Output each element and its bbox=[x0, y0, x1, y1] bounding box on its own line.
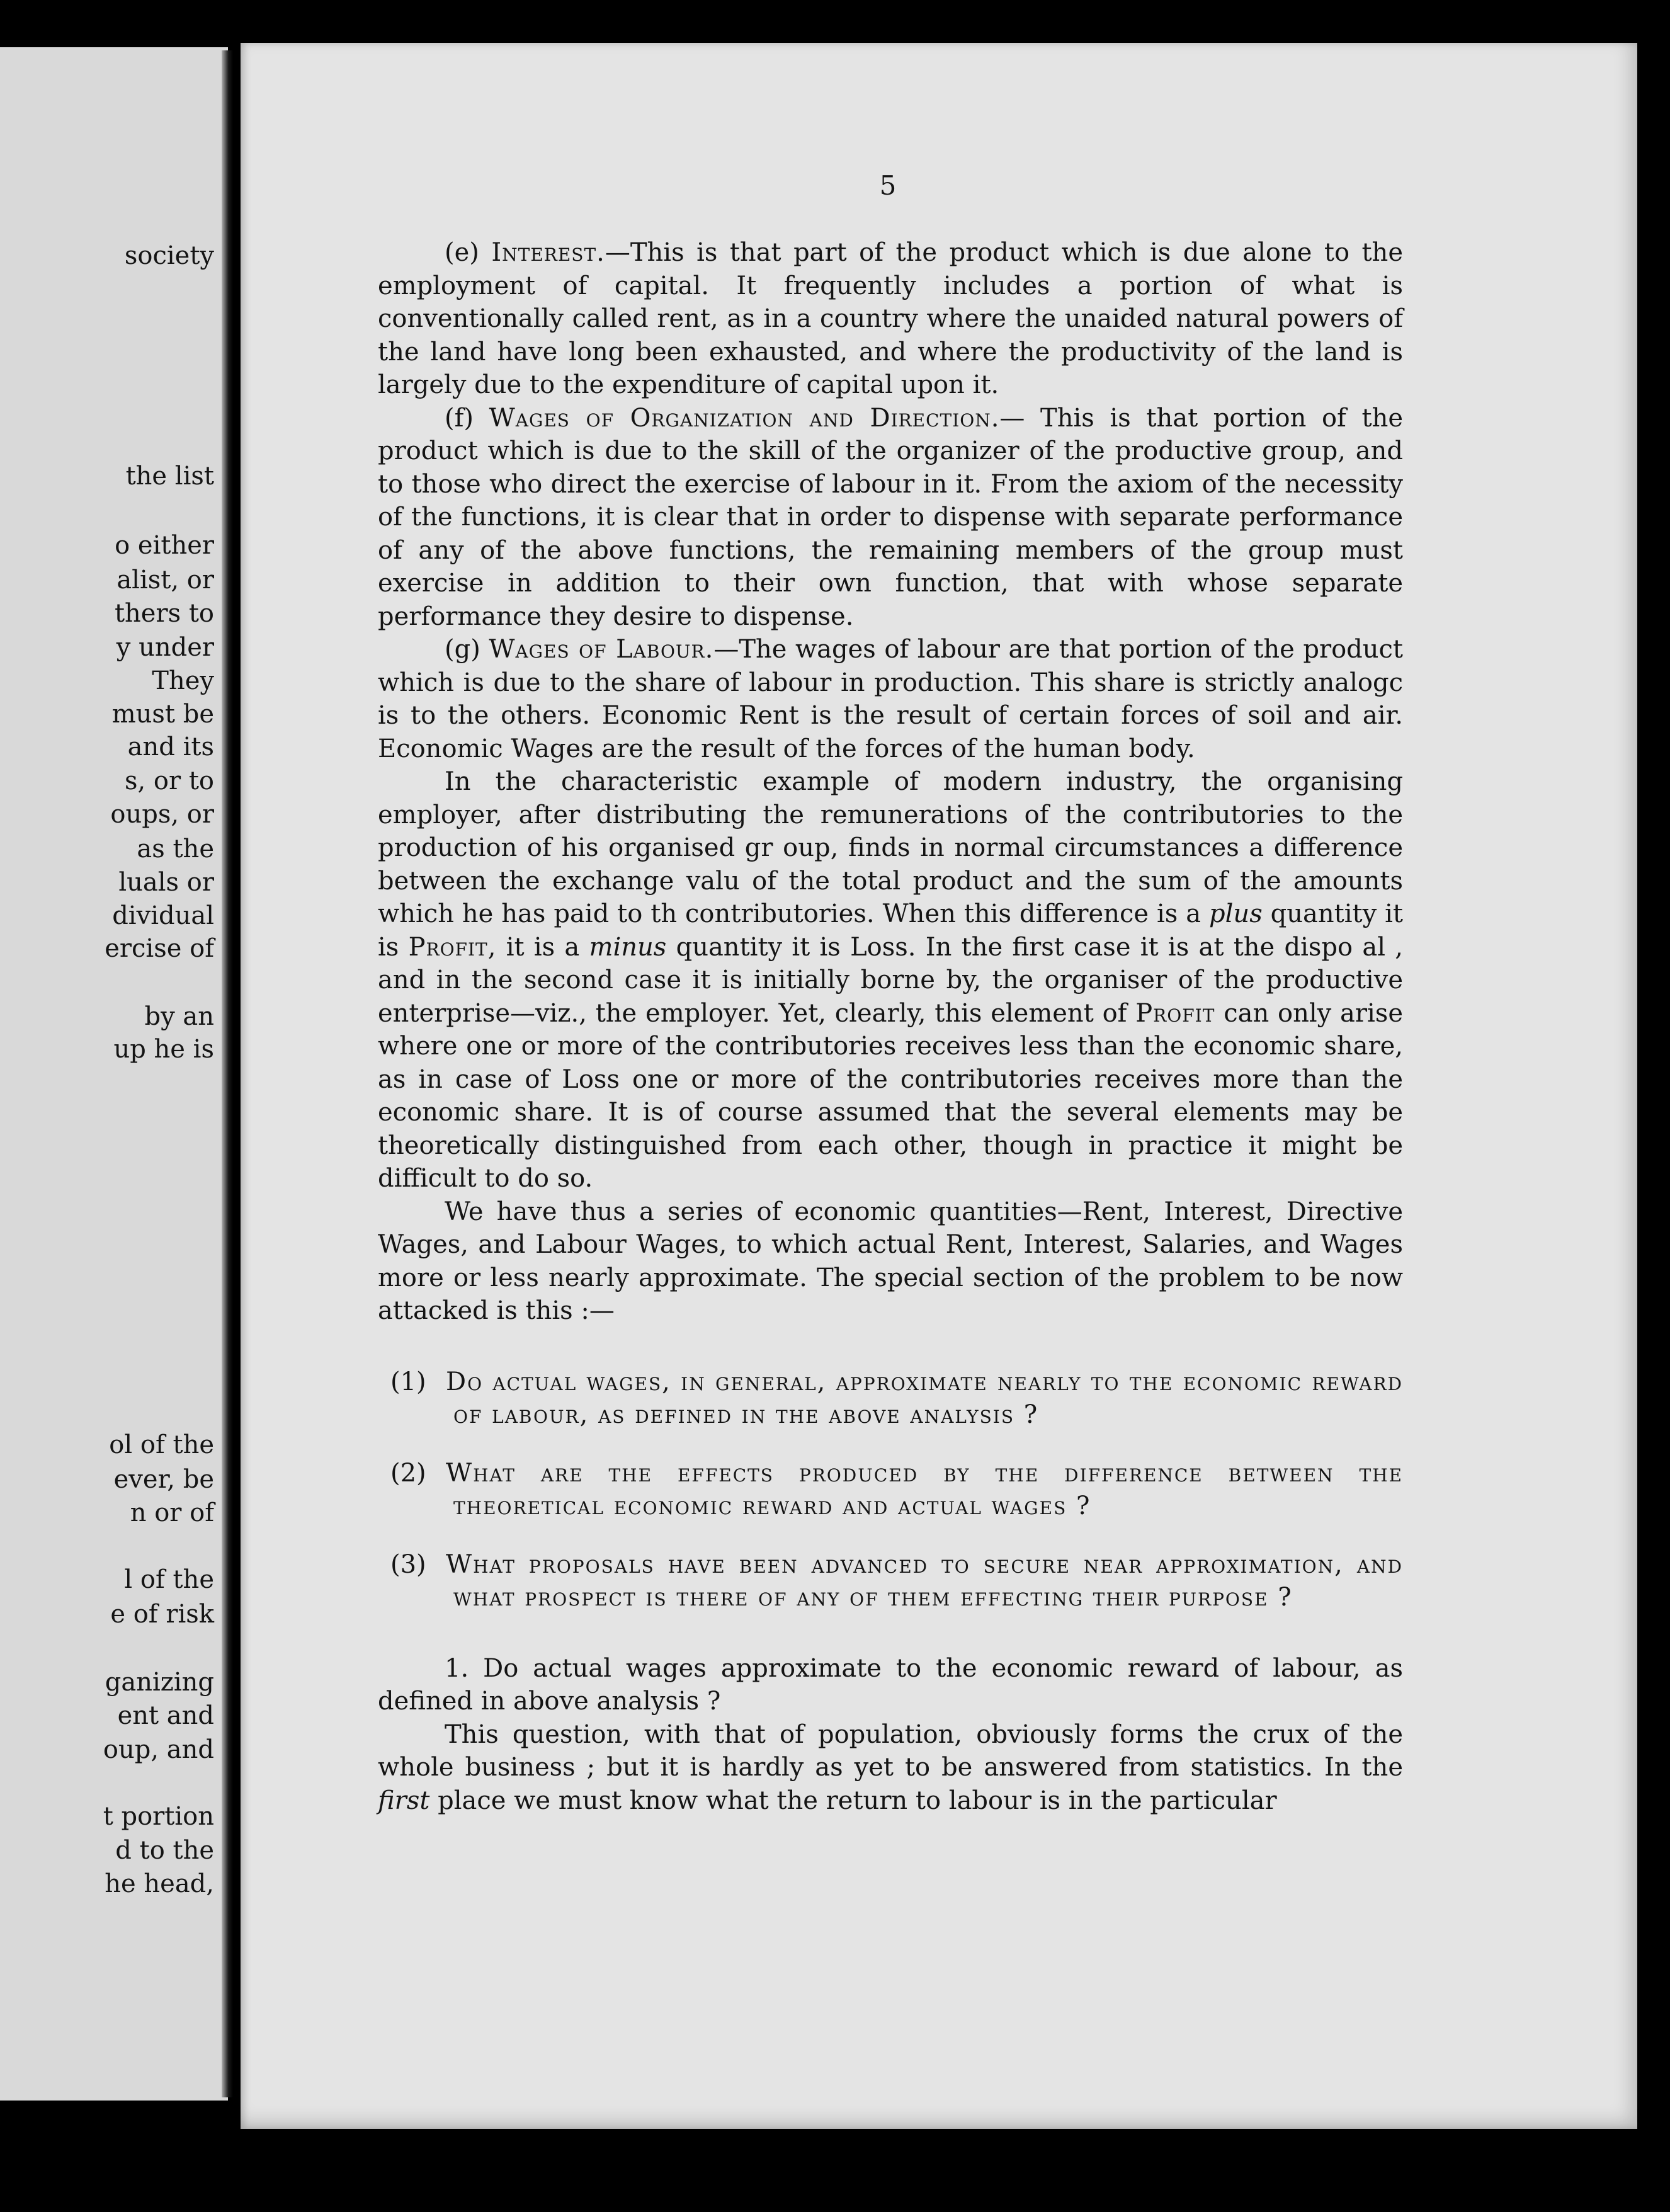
paragraph-wages-of-organization bbox=[378, 402, 1403, 634]
first-italic: first bbox=[378, 1786, 430, 1815]
previous-page-fragment: thers to bbox=[114, 599, 214, 628]
previous-page-fragment: he head, bbox=[105, 1869, 214, 1898]
question-2-text: What are the effects produced by the difference between the theoretical economic reward and actual wages ? bbox=[446, 1458, 1403, 1520]
item-marker-e: (e) bbox=[445, 238, 492, 267]
question-3 bbox=[378, 1548, 1403, 1614]
page-number: 5 bbox=[879, 170, 897, 201]
question-2 bbox=[378, 1457, 1403, 1523]
minus-italic: minus bbox=[589, 932, 667, 962]
previous-page-fragment: oup, and bbox=[103, 1735, 214, 1764]
answer-1-heading: 1. Do actual wages approximate to the economic reward of labour, as defined in above analysis ? bbox=[378, 1653, 1403, 1716]
profit-term: Profit, bbox=[408, 932, 497, 962]
previous-page-fragment: alist, or bbox=[116, 566, 214, 595]
heading-wages-of-organization: Wages of Organization and Direction. bbox=[489, 403, 1000, 433]
previous-page-fragment: ercise of bbox=[105, 934, 214, 963]
previous-page-fragment: ever, be bbox=[113, 1465, 214, 1494]
heading-interest: Interest. bbox=[491, 238, 605, 267]
previous-page-fragment: the list bbox=[125, 462, 214, 491]
previous-page-fragment: y under bbox=[116, 633, 214, 662]
previous-page-fragment: dividual bbox=[112, 901, 214, 930]
paragraph-series: We have thus a series of economic quantities—Rent, Interest, Directive Wages, and Labour Wages, to which actual Rent, Interest, Salaries, and Wages more or less nearly approximate. The special section of the problem to be now attacked is this :— bbox=[378, 1197, 1403, 1325]
question-3-text: What proposals have been advanced to secure near approximation, and what prospect is there of any of them effecting their purpose ? bbox=[446, 1549, 1403, 1612]
previous-page-edge bbox=[0, 47, 228, 2101]
body-wages-of-labour: —The wages of labour are that portion of the product which is due to the share of labour in production. This share is strictly analogc is to the others. Economic Rent is the result of certain forces of soil and air. Economic Wages are the result of the forces of the human body. bbox=[378, 635, 1404, 763]
final-text-2: place we must know what the return to labour is in the particular bbox=[429, 1786, 1277, 1815]
previous-page-fragment: l of the bbox=[124, 1565, 214, 1594]
previous-page-fragment: up he is bbox=[113, 1035, 214, 1064]
heading-wages-of-labour: Wages of Labour. bbox=[489, 635, 714, 664]
previous-page-fragment: must be bbox=[111, 700, 214, 729]
body-wages-of-organization: — This is that portion of the product which is due to the skill of the organizer of the productive group, and to those who direct the exercise of labour in it. From the axiom of the necessity of the functions, it is clear that in order to dispense with separate performance of any of the above functions, the remaining members of the group must exercise in addition to their own function, that with whose separate performance they desire to dispense. bbox=[378, 403, 1403, 631]
question-1-text: Do actual wages, in general, approximate nearly to the economic reward of labour, as defined in the above analysis ? bbox=[446, 1367, 1403, 1429]
previous-page-fragment: ganizing bbox=[105, 1668, 214, 1697]
profit-term-2: Profit bbox=[1135, 998, 1215, 1028]
previous-page-fragment: o either bbox=[115, 531, 214, 560]
previous-page-fragment: ent and bbox=[117, 1701, 214, 1730]
profit-text-5: can only arise where one or more of the contributories receives less than the economic share, as in case of Loss one or more of the contributories receives more than the economic share. It is of course assumed that the several elements may be theoretically distinguished from each other, though in practice it might be difficult to do so. bbox=[378, 998, 1403, 1193]
previous-page-fragment: as the bbox=[137, 835, 214, 864]
item-marker-g: (g) bbox=[445, 635, 489, 664]
final-text-1: This question, with that of population, obviously forms the crux of the whole business ; but it is hardly as yet to be answered from statistics. In the bbox=[378, 1719, 1403, 1782]
previous-page-fragment: s, or to bbox=[124, 767, 214, 795]
previous-page-fragment: oups, or bbox=[110, 800, 214, 829]
profit-text-1: In the characteristic example of modern industry, the organising employer, after distributing the remunerations of the contributories to the production of his organised gr oup, finds in normal circumstances a difference between the exchange valu of the total product and the sum of the amounts which he has paid to th contributories. When this difference is a bbox=[378, 767, 1403, 928]
profit-text-3: it is a bbox=[496, 932, 589, 962]
item-marker-f: (f) bbox=[445, 403, 489, 433]
paragraph-final bbox=[378, 1718, 1403, 1818]
page-content bbox=[378, 236, 1403, 1817]
profit-text-2: quantity it is bbox=[378, 899, 1403, 962]
book-gutter bbox=[222, 50, 233, 2097]
previous-page-fragment: n or of bbox=[130, 1498, 214, 1527]
profit-text-4: quantity it is Loss. In the first case it is at the dispo al , and in the second case it is initially borne by, the organiser of the productive enterprise—viz., the employer. Yet, clearly, this element of bbox=[378, 932, 1403, 1028]
previous-page-fragment: t portion bbox=[103, 1802, 214, 1831]
previous-page-fragment: They bbox=[152, 666, 214, 695]
previous-page-fragment: ol of the bbox=[109, 1430, 214, 1459]
question-3-number: (3) bbox=[390, 1549, 426, 1579]
previous-page-fragment: e of risk bbox=[110, 1600, 214, 1629]
previous-page-fragment: society bbox=[124, 241, 214, 270]
paragraph-interest bbox=[378, 236, 1403, 402]
previous-page-fragment: d to the bbox=[115, 1836, 214, 1865]
plus-italic: plus bbox=[1209, 899, 1263, 928]
question-2-number: (2) bbox=[390, 1458, 426, 1488]
previous-page-fragment: luals or bbox=[118, 868, 214, 897]
question-1-number: (1) bbox=[390, 1367, 426, 1396]
question-1 bbox=[378, 1365, 1403, 1432]
body-interest: —This is that part of the product which is due alone to the employment of capital. It frequently includes a portion of what is conventionally called rent, as in a country where the unaided natural powers of the land have long been exhausted, and where the productivity of the land is largely due to the expenditure of capital upon it. bbox=[378, 238, 1403, 399]
previous-page-fragment: by an bbox=[144, 1002, 214, 1031]
paragraph-wages-of-labour bbox=[378, 633, 1403, 765]
previous-page-fragment: and its bbox=[127, 733, 214, 761]
paragraph-profit bbox=[378, 765, 1403, 1195]
